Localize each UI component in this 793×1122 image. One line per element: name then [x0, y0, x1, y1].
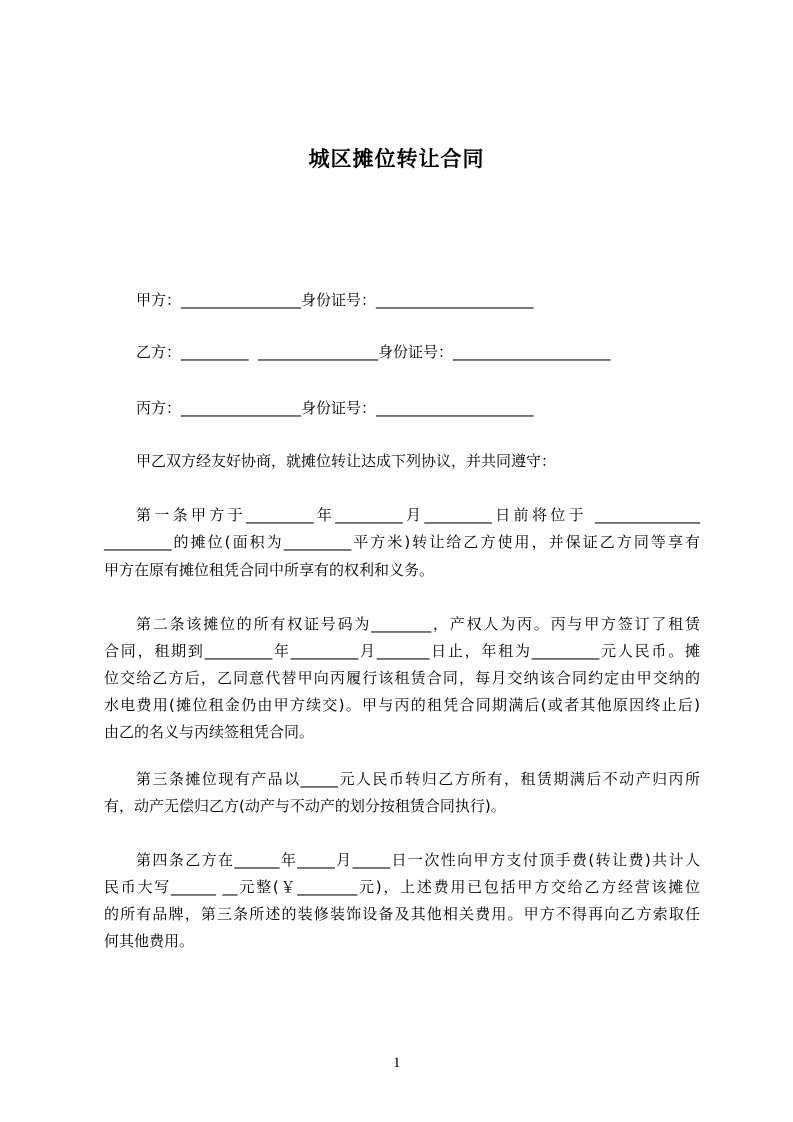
article2-line: 位交给乙方后，乙同意代替甲向丙履行该租赁合同，每月交纳该合同约定由甲交纳的 — [104, 669, 700, 687]
article4-line: 何其他费用。 — [104, 932, 195, 950]
article1-line: 甲方在原有摊位租凭合同中所享有的权利和义务。 — [104, 561, 435, 579]
party-a-line: 甲方：________________身份证号：_____________________ — [136, 291, 534, 309]
article4-line: 第四条乙方在______年_____月_____日一次性向甲方支付顶手费(转让费)共计人 — [136, 851, 700, 869]
article2-line: 由乙的名义与丙续签租凭合同。 — [104, 723, 315, 741]
article1-line: 第一条甲方于_________年_________月_________日前将位于 ______________ — [136, 506, 700, 524]
article4-line: 的所有品牌，第三条所述的装修装饰设备及其他相关费用。甲方不得再向乙方索取任 — [104, 905, 700, 923]
article2-line: 水电费用(摊位租金仍由甲方续交)。甲与丙的租凭合同期满后(或者其他原因终止后) — [104, 696, 700, 714]
article3-line: 第三条摊位现有产品以_____元人民币转归乙方所有，租赁期满后不动产归丙所 — [136, 770, 700, 788]
article2-line: 合同，租期到_________年_________月_______日止，年租为_________元人民币。摊 — [104, 642, 700, 660]
party-c-line: 丙方：________________身份证号：_____________________ — [136, 399, 534, 417]
party-b-line: 乙方：_________ ________________身份证号：_____________________ — [136, 343, 611, 361]
article2-line: 第二条该摊位的所有权证号码为________，产权人为丙。丙与甲方签订了租赁 — [136, 615, 700, 633]
article3-line: 有，动产无偿归乙方(动产与不动产的划分按租赁合同执行)。 — [104, 797, 506, 815]
document-title: 城区摊位转让合同 — [308, 147, 485, 171]
intro-text: 甲乙双方经友好协商，就摊位转让达成下列协议，并共同遵守： — [136, 452, 557, 470]
page-number: 1 — [393, 1055, 401, 1071]
article1-line: _________的摊位(面积为_________平方米)转让给乙方使用，并保证乙方同等享有 — [104, 533, 700, 551]
article4-line: 民币大写______ __元整(￥________元)，上述费用已包括甲方交给乙方经营该摊位 — [104, 878, 700, 896]
